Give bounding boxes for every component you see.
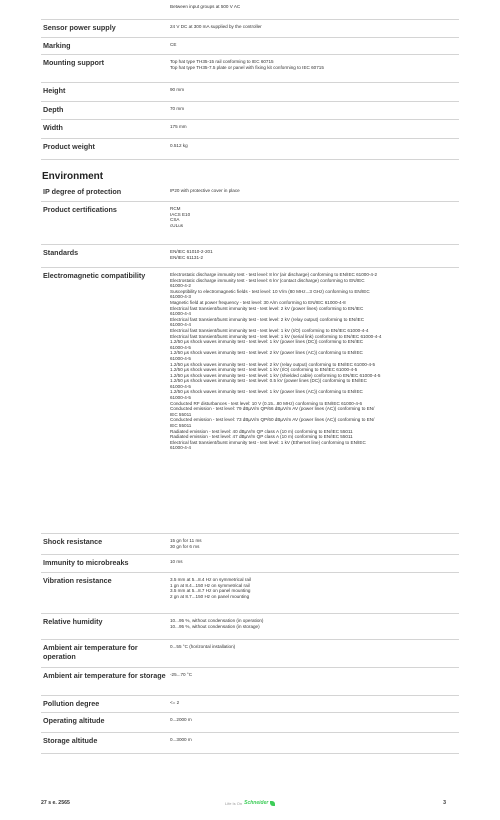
spec-value-line: Electrical fast transient/burst immunity test - test level: 1 kV (Ethernet line) conforming to EN/IEC bbox=[170, 439, 366, 445]
spec-value-line: -25...70 °C bbox=[170, 672, 193, 677]
spec-value bbox=[170, 202, 459, 244]
spec-label: Storage altitude bbox=[43, 736, 98, 745]
spec-value-line: IEC 55011 bbox=[170, 423, 192, 429]
spec-value-line: 175 mm bbox=[170, 124, 187, 129]
spec-value-line: 61000-4-2 bbox=[170, 283, 191, 289]
spec-value-line: Electrostatic discharge immunity test - test level: 6 kV (contact discharge) conforming to EN/IEC bbox=[170, 277, 365, 283]
spec-value-line: 1.2/50 µs shock waves immunity test - test level: 1 kV (power lines (AC)) conforming to EN/IEC bbox=[170, 389, 363, 395]
spec-row bbox=[41, 38, 459, 55]
spec-value-line: 1.2/50 µs shock waves immunity test - test level: 1 kV (power lines (DC)) conforming to EN/IEC bbox=[170, 339, 364, 345]
spec-value bbox=[170, 614, 459, 639]
spec-value bbox=[170, 120, 459, 138]
spec-value-line: Conducted RF disturbances - test level: 10 V (0.15...80 MHz) conforming to EN/IEC 61000-4-6 bbox=[170, 400, 363, 406]
spec-value-line: 0...3000 m bbox=[170, 737, 192, 742]
spec-value-line: 61000-4-3 bbox=[170, 294, 191, 300]
spec-value-line: 61000-4-4 bbox=[170, 445, 191, 451]
spec-row bbox=[41, 83, 459, 102]
spec-row bbox=[41, 668, 459, 696]
spec-value bbox=[170, 38, 459, 54]
spec-value bbox=[170, 696, 459, 712]
spec-value-line: 61000-4-4 bbox=[170, 322, 191, 328]
spec-label: Product weight bbox=[43, 142, 95, 151]
spec-row bbox=[41, 102, 459, 120]
spec-value bbox=[170, 668, 459, 695]
spec-value bbox=[170, 0, 459, 19]
spec-row bbox=[41, 614, 459, 640]
spec-label: Standards bbox=[43, 248, 79, 257]
spec-value-line: Electrical fast transient/burst immunity test - test level: 1 kV (I/O) conforming to EN/IEC 61000-4-4 bbox=[170, 327, 369, 333]
spec-label: Width bbox=[43, 123, 63, 132]
spec-value-line: Conducted emission - test level: 79 dBµV/m QP/66 dBµV/m AV (power lines (AC)) conforming to EN/ bbox=[170, 406, 375, 412]
spec-value-line: EN/IEC 61010-2-201 bbox=[170, 249, 213, 254]
spec-row bbox=[41, 120, 459, 139]
spec-label: Ambient air temperature for storage bbox=[43, 671, 166, 680]
spec-value bbox=[170, 573, 459, 613]
spec-sheet bbox=[41, 0, 459, 754]
leaf-icon bbox=[270, 801, 275, 806]
spec-value-line: <= 2 bbox=[170, 700, 180, 705]
spec-label: Operating altitude bbox=[43, 716, 105, 725]
spec-row bbox=[41, 55, 459, 83]
spec-value bbox=[170, 20, 459, 37]
spec-value-line: 1.2/50 µs shock waves immunity test - test level: 1 kV (shielded cable) conforming to EN/IEC 61000-4-5 bbox=[170, 372, 381, 378]
characteristics-table bbox=[41, 0, 459, 160]
spec-value-line: 10 ms bbox=[170, 559, 183, 564]
spec-value-line: Top hat type TH35-15 rail conforming to IEC 60715 bbox=[170, 59, 274, 64]
spec-value-line: IEC 55011 bbox=[170, 411, 192, 417]
spec-value-line: 1.2/50 µs shock waves immunity test - test level: 2 kV (relay output) conforming to EN/IEC 61000-4-5 bbox=[170, 361, 376, 367]
spec-value-line: Electrical fast transient/burst immunity test - test level: 2 kV (relay output) conforming to EN/IEC bbox=[170, 316, 365, 322]
spec-value bbox=[170, 534, 459, 554]
spec-value-line: 30 gn for 6 ms bbox=[170, 543, 200, 549]
spec-value-line: Between input groups at 500 V AC bbox=[170, 4, 241, 9]
spec-value-line: Conducted emission - test level: 73 dBµV/m QP/60 dBµV/m AV (power lines (AC)) conforming to EN/ bbox=[170, 417, 375, 423]
spec-value-line: Electrical fast transient/burst immunity test - test level: 2 kV (power lines) conforming to EN/IEC bbox=[170, 305, 364, 311]
spec-row bbox=[41, 0, 459, 20]
spec-value-line: 3.5 mm at 5...8.7 Hz on panel mounting bbox=[170, 588, 251, 594]
spec-value-line: 10...95 %, without condensation (in storage) bbox=[170, 623, 260, 629]
brand-name: Schneider bbox=[244, 800, 269, 806]
spec-value-line: EN/IEC 61131-2 bbox=[170, 254, 204, 260]
spec-value-line: 24 V DC at 300 mA supplied by the controller bbox=[170, 24, 262, 29]
spec-value-line: 3.5 mm at 5...8.4 Hz on symmetrical rail bbox=[170, 577, 251, 582]
page-number: 3 bbox=[443, 800, 446, 806]
spec-value-line: 0...2000 m bbox=[170, 717, 192, 722]
environment-table bbox=[41, 184, 459, 754]
spec-value bbox=[170, 102, 459, 119]
spec-label: Marking bbox=[43, 41, 71, 50]
spec-value bbox=[170, 268, 459, 533]
spec-value-line: Susceptibility to electromagnetic fields - test level: 10 V/m (80 MHz...3 GHz) conforming to EN/IEC bbox=[170, 288, 370, 294]
spec-value bbox=[170, 184, 459, 201]
spec-value-line: 1.2/50 µs shock waves immunity test - test level: 1 kV (I/O) conforming to EN/IEC 61000-4-5 bbox=[170, 367, 358, 373]
spec-value-line: 61000-4-5 bbox=[170, 355, 191, 361]
spec-value bbox=[170, 83, 459, 101]
spec-label: Shock resistance bbox=[43, 537, 103, 546]
spec-value-line: 1 gn at 8.4...150 Hz on symmetrical rail bbox=[170, 582, 250, 588]
spec-value-line: 1.2/50 µs shock waves immunity test - test level: 0.5 kV (power lines (DC)) conforming to EN/IEC bbox=[170, 378, 367, 384]
spec-value-line: 90 mm bbox=[170, 87, 185, 92]
spec-value bbox=[170, 245, 459, 267]
spec-value-line: CE bbox=[170, 42, 177, 47]
spec-row bbox=[41, 555, 459, 573]
spec-label: Electromagnetic compatibility bbox=[43, 271, 146, 280]
spec-label: Relative humidity bbox=[43, 617, 103, 626]
spec-value bbox=[170, 139, 459, 159]
spec-value-line: 0...55 °C (horizontal installation) bbox=[170, 644, 236, 649]
spec-label: Product certifications bbox=[43, 205, 117, 214]
footer-date: 27 s e. 2565 bbox=[41, 800, 70, 806]
spec-label: Pollution degree bbox=[43, 699, 100, 708]
spec-value bbox=[170, 55, 459, 82]
spec-value-line: cULus bbox=[170, 222, 184, 228]
spec-value bbox=[170, 733, 459, 753]
spec-row bbox=[41, 245, 459, 268]
spec-value-line: RCM bbox=[170, 206, 181, 211]
spec-label: Mounting support bbox=[43, 58, 105, 67]
spec-value-line: CSA bbox=[170, 217, 180, 223]
spec-row bbox=[41, 20, 459, 38]
spec-value-line: 15 gn for 11 ms bbox=[170, 538, 202, 543]
section-title-environment: Environment bbox=[42, 171, 104, 182]
spec-value-line: 1.2/50 µs shock waves immunity test - test level: 2 kV (power lines (AC)) conforming to EN/IEC bbox=[170, 350, 363, 356]
spec-value-line: Radiated emission - test level: 40 dBµV/m QP class A (10 m) conforming to EN/IEC 55011 bbox=[170, 428, 353, 434]
brand-logo bbox=[225, 800, 275, 806]
page-footer bbox=[41, 800, 459, 810]
spec-value-line: Electrostatic discharge immunity test - test level: 8 kV (air discharge) conforming to EN/IEC 61000-4-2 bbox=[170, 272, 378, 277]
spec-row bbox=[41, 184, 459, 202]
spec-value-line: Magnetic field at power frequency - test level: 30 A/m conforming to EN/IEC 61000-4-8 bbox=[170, 299, 346, 305]
spec-row bbox=[41, 139, 459, 160]
spec-value-line: 61000-4-4 bbox=[170, 311, 191, 317]
spec-value-line: 0.512 kg bbox=[170, 143, 188, 148]
spec-value-line: IP20 with protective cover in place bbox=[170, 188, 240, 193]
spec-value-line: 10...95 %, without condensation (in operation) bbox=[170, 618, 264, 623]
spec-value-line: 61000-4-5 bbox=[170, 383, 191, 389]
spec-row bbox=[41, 696, 459, 713]
spec-row bbox=[41, 202, 459, 245]
spec-row bbox=[41, 573, 459, 614]
spec-value-line: 61000-4-5 bbox=[170, 395, 191, 401]
spec-row bbox=[41, 733, 459, 754]
spec-row bbox=[41, 640, 459, 668]
spec-value-line: 70 mm bbox=[170, 106, 185, 111]
spec-label: Ambient air temperature for operation bbox=[43, 643, 138, 661]
spec-row bbox=[41, 268, 459, 534]
spec-value-line: IACS E10 bbox=[170, 211, 191, 217]
spec-value-line: 61000-4-5 bbox=[170, 344, 191, 350]
spec-row bbox=[41, 534, 459, 555]
spec-label: Immunity to microbreaks bbox=[43, 558, 129, 567]
spec-label: Depth bbox=[43, 105, 64, 114]
spec-value-line: 2 gn at 8.7...150 Hz on panel mounting bbox=[170, 593, 250, 599]
spec-label: Sensor power supply bbox=[43, 23, 116, 32]
spec-value-line: Electrical fast transient/burst immunity test - test level: 1 kV (serial link) conforming to EN/IEC 61000-4-4 bbox=[170, 333, 382, 339]
spec-label: Vibration resistance bbox=[43, 576, 112, 585]
spec-value bbox=[170, 713, 459, 732]
spec-value-line: Top hat type TH35-7.5 plate or panel with fixing kit conforming to IEC 60715 bbox=[170, 64, 324, 70]
spec-label: IP degree of protection bbox=[43, 187, 122, 196]
spec-value bbox=[170, 555, 459, 572]
spec-label bbox=[41, 0, 170, 19]
spec-label: Height bbox=[43, 86, 66, 95]
spec-value bbox=[170, 640, 459, 667]
brand-tagline: Life Is On bbox=[225, 800, 243, 806]
spec-value-line: Radiated emission - test level: 47 dBµV/m QP class A (10 m) conforming to EN/IEC 55011 bbox=[170, 434, 353, 440]
spec-row bbox=[41, 713, 459, 733]
